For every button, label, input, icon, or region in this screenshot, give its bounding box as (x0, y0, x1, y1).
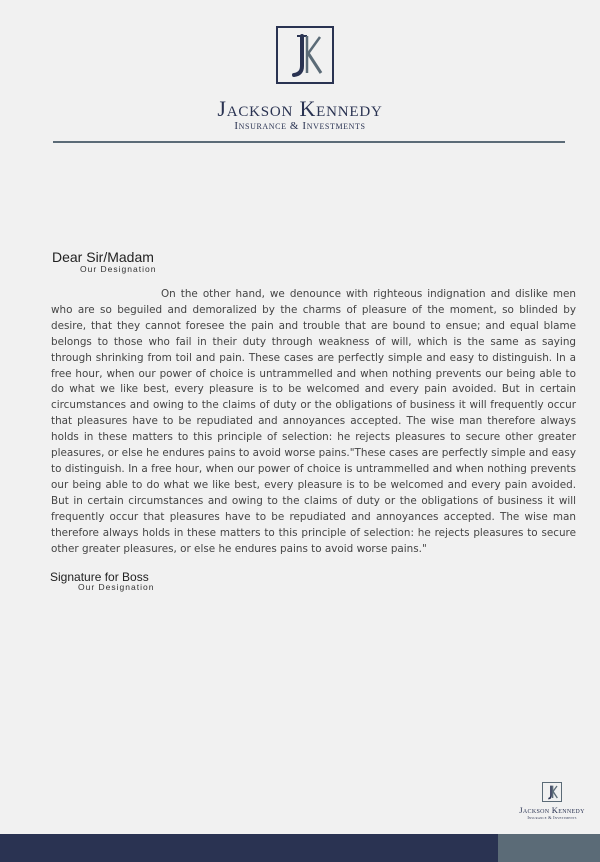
footer-monogram-logo (542, 782, 562, 802)
signature-designation: Our Designation (78, 582, 155, 592)
monogram-logo (276, 26, 334, 84)
footer-company-tagline: Insurance & Investments (527, 815, 577, 820)
salutation-designation: Our Designation (80, 264, 157, 274)
company-name: Jackson Kennedy (217, 96, 383, 121)
letter-body (51, 287, 576, 557)
footer-company-name: Jackson Kennedy (519, 805, 585, 815)
jk-monogram-icon (278, 28, 332, 82)
footer-band-navy (0, 834, 498, 862)
header-divider (53, 141, 565, 143)
signature: Signature for Boss (50, 570, 149, 584)
footer-band-slate (498, 834, 600, 862)
jk-monogram-small-icon (543, 783, 561, 801)
salutation: Dear Sir/Madam (52, 249, 154, 265)
company-tagline: Insurance & Investments (234, 120, 366, 132)
letter-body-text: On the other hand, we denounce with righteous indignation and dislike men who are so beguiled and demoralized by the charms of pleasure of the moment, so blinded by desire, that they cannot foresee the pain and trouble that are bound to ensue; and equal blame belongs to those who fail in their duty through weakness of will, which is the same as saying through shrinking from toil and pain. These cases are perfectly simple and easy to distinguish. In a free hour, when our power of choice is untrammelled and when nothing prevents our being able to do what we like best, every pleasure is to be welcomed and every pain avoided. But in certain circumstances and owing to the claims of duty or the obligations of business it will frequently occur that pleasures have to be repudiated and annoyances accepted. The wise man therefore always holds in these matters to this principle of selection: he rejects pleasures to secure other greater pleasures, or else he endures pains to avoid worse pains."These cases are perfectly simple and easy to distinguish. In a free hour, when our power of choice is untrammelled and when nothing prevents our being able to do what we like best, every pleasure is to be welcomed and every pain avoided. But in certain circumstances and owing to the claims of duty or the obligations of business it will frequently occur that pleasures have to be repudiated and annoyances accepted. The wise man therefore always holds in these matters to this principle of selection: he rejects pleasures to secure other greater pleasures, or else he endures pains to avoid worse pains." (51, 288, 576, 555)
